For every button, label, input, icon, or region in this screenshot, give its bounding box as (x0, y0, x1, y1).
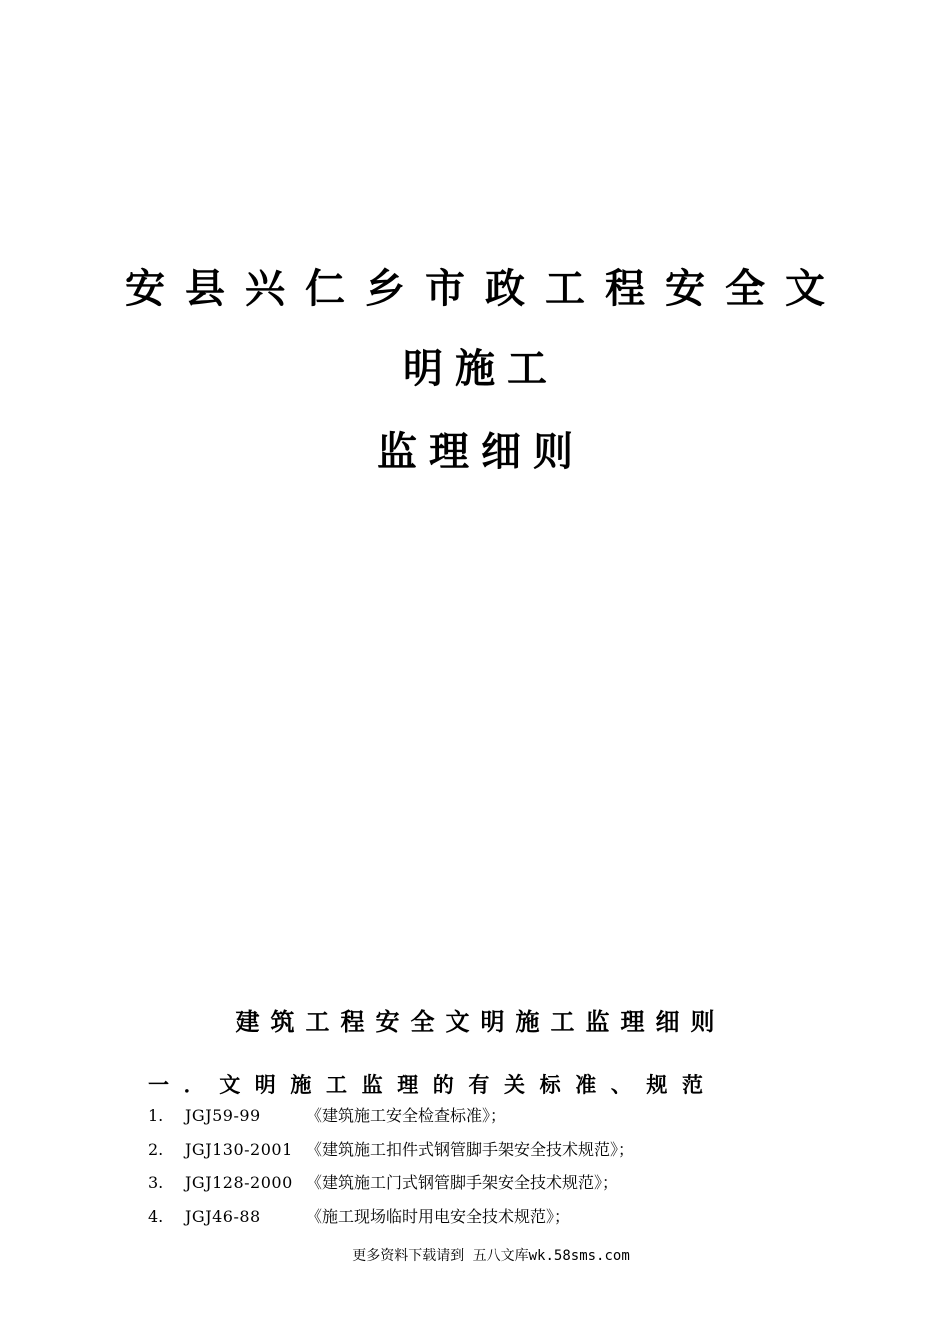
footer-download-note: 更多资料下载请到 五八文库wk.58sms.com (352, 1248, 630, 1264)
standard-title: 《建筑施工安全检查标准》； (306, 1106, 507, 1125)
standard-code: JGJ59-99 (185, 1106, 261, 1125)
cover-title-line-2: 明施工 (403, 346, 559, 392)
standard-number: 3. (148, 1173, 164, 1192)
standard-title: 《施工现场临时用电安全技术规范》； (306, 1207, 571, 1226)
standard-number: 2. (148, 1140, 164, 1159)
standard-number: 1. (148, 1106, 164, 1125)
cover-title-line-3: 监理细则 (377, 429, 585, 475)
standard-title: 《建筑施工扣件式钢管脚手架安全技术规范》； (306, 1140, 635, 1159)
standard-code: JGJ46-88 (185, 1207, 261, 1226)
section-heading: 一．文明施工监理的有关标准、规范 (148, 1073, 718, 1097)
standard-title: 《建筑施工门式钢管脚手架安全技术规范》； (306, 1173, 619, 1192)
cover-title-line-1: 安县兴仁乡市政工程安全文 (125, 266, 845, 312)
standard-number: 4. (148, 1207, 164, 1226)
standard-code: JGJ128-2000 (185, 1173, 293, 1192)
standard-code: JGJ130-2001 (185, 1140, 293, 1159)
document-sub-title: 建筑工程安全文明施工监理细则 (235, 1008, 726, 1036)
